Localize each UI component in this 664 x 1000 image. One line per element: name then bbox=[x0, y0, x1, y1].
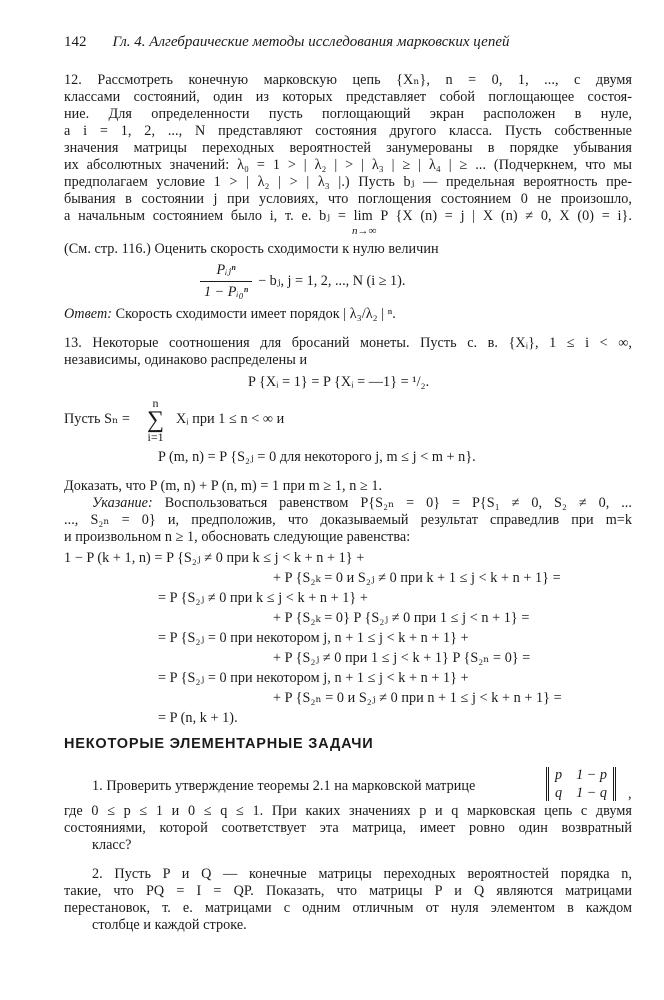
matrix-cell-22: 1 − q bbox=[576, 785, 607, 801]
problem-12-line-4: a i = 1, 2, ..., N представляют состояния другого класса. Пусть собственные bbox=[64, 123, 632, 139]
derivation-line-6: + P {S₂ⱼ ≠ 0 при 1 ≤ j < k + 1} P {S₂ₙ = 0} = bbox=[273, 650, 531, 666]
derivation-line-3: = P {S₂ⱼ ≠ 0 при k ≤ j < k + n + 1} + bbox=[158, 590, 368, 606]
problem-13-line-2: независимы, одинаково распределены и bbox=[64, 352, 308, 368]
problem-12-line-9: а начальным состоянием было i, т. е. bⱼ = lim P {X (n) = j | X (n) ≠ 0, X (0) = i}. bbox=[64, 208, 632, 224]
problem-12-line-8: бывания в состоянии j при условиях, что поглощения состоянием 0 не произошло, bbox=[64, 191, 632, 207]
matrix-cell-12: 1 − p bbox=[576, 767, 607, 783]
limit-subscript: n→∞ bbox=[352, 225, 377, 237]
problem-12-line-2: классами состояний, один из которых представляет собой поглощающее состоя- bbox=[64, 89, 632, 105]
running-title: Гл. 4. Алгебраические методы исследования марковских цепей bbox=[112, 34, 510, 50]
formula-numerator: Pᵢⱼⁿ bbox=[216, 262, 236, 278]
running-head bbox=[64, 34, 634, 51]
hint-label: Указание: bbox=[92, 495, 153, 511]
matrix-cell-21: q bbox=[555, 785, 563, 801]
derivation-line-7: = P {S₂ⱼ = 0 при некотором j, n + 1 ≤ j < k + n + 1} + bbox=[158, 670, 469, 686]
see-page-line: (См. стр. 116.) Оценить скорость сходимости к нулю величин bbox=[64, 241, 439, 257]
hint-line-2: ..., S₂ₙ = 0} и, предположив, что доказываемый результат справедлив при m=k bbox=[64, 512, 632, 528]
elementary-1-line-3: состояниями, которой соответствует эта матрица, имеет ровно один возвратный bbox=[64, 820, 632, 836]
elementary-1-line-4: класс? bbox=[92, 837, 132, 853]
matrix-cell-11: p bbox=[555, 767, 563, 783]
prove-line: Доказать, что P (m, n) + P (n, m) = 1 при m ≥ 1, n ≥ 1. bbox=[64, 478, 383, 494]
problem-12-line-1: 12. Рассмотреть конечную марковскую цепь {Xₙ}, n = 0, 1, ..., с двумя bbox=[64, 72, 632, 88]
problem-12-line-6: их абсолютных значений: λ₀ = 1 > | λ₂ | > | λ₃ | ≥ | λ₄ | ≥ ... (Подчеркнем, что мы bbox=[64, 157, 632, 173]
formula-denominator: 1 − Pᵢ₀ⁿ bbox=[200, 281, 252, 301]
formula-fraction bbox=[200, 262, 252, 301]
derivation-line-8: + P {S₂ₙ = 0 и S₂ⱼ ≠ 0 при n + 1 ≤ j < k + n + 1} = bbox=[273, 690, 562, 706]
markov-matrix bbox=[546, 767, 616, 801]
convergence-formula bbox=[200, 262, 405, 301]
summation-sign bbox=[147, 397, 164, 443]
sum-upper: n bbox=[152, 396, 159, 410]
sigma-glyph: ∑ bbox=[147, 407, 165, 433]
elementary-1-line-2: где 0 ≤ p ≤ 1 и 0 ≤ q ≤ 1. При каких значениях p и q марковская цепь с двумя bbox=[64, 803, 632, 819]
matrix-comma: , bbox=[628, 786, 632, 802]
elementary-2-line-4: столбце и каждой строке. bbox=[92, 917, 247, 933]
derivation-line-1: 1 − P (k + 1, n) = P {S₂ⱼ ≠ 0 при k ≤ j < k + n + 1} + bbox=[64, 550, 365, 566]
section-heading: НЕКОТОРЫЕ ЭЛЕМЕНТАРНЫЕ ЗАДАЧИ bbox=[64, 736, 374, 752]
answer-line bbox=[64, 306, 396, 323]
answer-label: Ответ: bbox=[64, 306, 113, 322]
elementary-2-line-3: перестановок, т. е. матрицами с одним отличным от нуля элементом в каждом bbox=[64, 900, 632, 916]
derivation-line-9: = P (n, k + 1). bbox=[158, 710, 238, 726]
problem-13-line-1: 13. Некоторые соотношения для бросаний монеты. Пусть с. в. {Xᵢ}, 1 ≤ i < ∞, bbox=[64, 335, 632, 351]
derivation-line-2: + P {S₂ₖ = 0 и S₂ⱼ ≠ 0 при k + 1 ≤ j < k + n + 1} = bbox=[273, 570, 561, 586]
elementary-2-line-1: 2. Пусть P и Q — конечные матрицы переходных вероятностей порядка n, bbox=[92, 866, 632, 882]
problem-12-line-7: предполагаем условие 1 > | λ₂ | > | λ₃ |.) Пусть bⱼ — предельная вероятность пре- bbox=[64, 174, 632, 190]
problem-12-line-3: ние. Для определенности пусть поглощающий экран расположен в нуле, bbox=[64, 106, 632, 122]
derivation-line-5: = P {S₂ⱼ = 0 при некотором j, n + 1 ≤ j < k + n + 1} + bbox=[158, 630, 469, 646]
hint-text-1: Воспользоваться равенством P{S₂ₙ = 0} = P{S₁ ≠ 0, S₂ ≠ 0, ... bbox=[152, 495, 632, 511]
probability-equation: P {Xᵢ = 1} = P {Xᵢ = —1} = ¹/₂. bbox=[248, 374, 430, 390]
pmn-definition: P (m, n) = P {S₂ⱼ = 0 для некоторого j, m ≤ j < m + n}. bbox=[158, 449, 476, 465]
problem-12-line-5: значения матрицы переходных вероятностей занумерованы в порядке убывания bbox=[64, 140, 632, 156]
answer-text: Скорость сходимости имеет порядок | λ₃/λ₂ | ⁿ. bbox=[112, 306, 396, 322]
elementary-1-line-1: 1. Проверить утверждение теоремы 2.1 на марковской матрице bbox=[92, 778, 476, 794]
hint-line-3: и произвольном n ≥ 1, обосновать следующие равенства: bbox=[64, 529, 411, 545]
formula-rest: − bⱼ, j = 1, 2, ..., N (i ≥ 1). bbox=[258, 273, 406, 289]
page-number: 142 bbox=[64, 34, 87, 50]
hint-line-1 bbox=[92, 495, 632, 512]
let-sn-prefix: Пусть Sₙ = bbox=[64, 411, 130, 427]
derivation-line-4: + P {S₂ₖ = 0} P {S₂ⱼ ≠ 0 при 1 ≤ j < n + 1} = bbox=[273, 610, 530, 626]
elementary-2-line-2: такие, что PQ = I = QP. Показать, что матрицы P и Q являются матрицами bbox=[64, 883, 632, 899]
let-sn-suffix: Xᵢ при 1 ≤ n < ∞ и bbox=[176, 411, 285, 427]
sum-lower: i=1 bbox=[147, 430, 164, 444]
